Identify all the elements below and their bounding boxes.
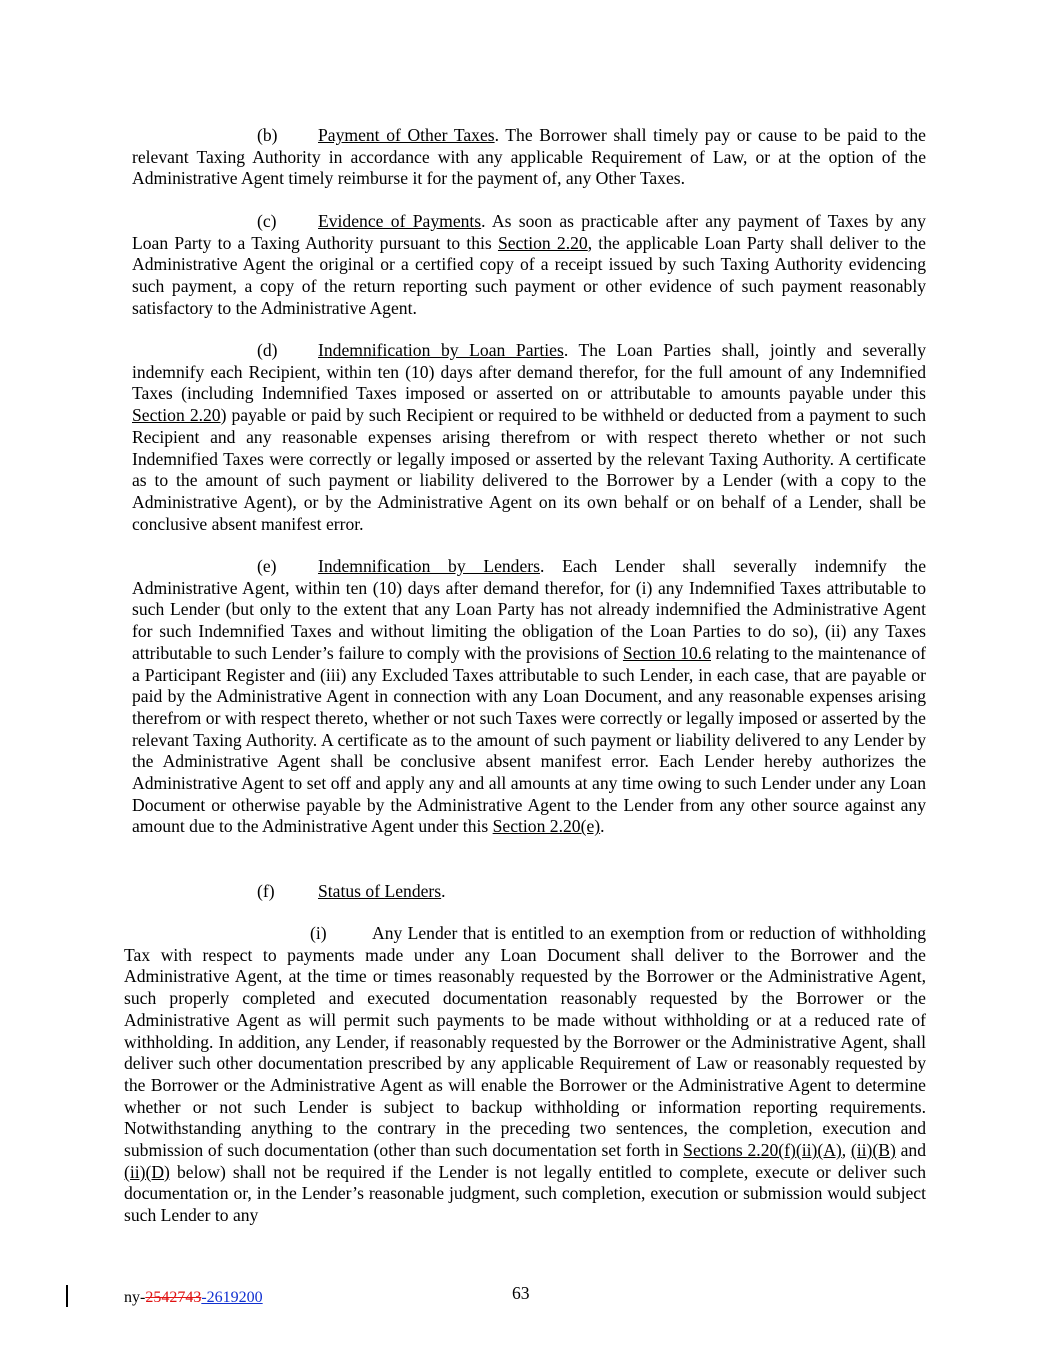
paragraph-c-heading: Evidence of Payments [318, 211, 482, 231]
paragraph-d [132, 340, 926, 535]
paragraph-b-text: . The Borrower shall timely pay or cause to be paid to the relevant Taxing Authority in accordance with any applicable Requirement of Law, or at the option of the Administrative Agent timely reimburse it for the payment of, any Other Taxes. [132, 125, 926, 189]
paragraph-f-i-text-4: below) shall not be required if the Lender is not legally entitled to complete, execute or deliver such documentation or, in the Lender’s reasonable judgment, such completion, execution or submission would subject such Lender to any [124, 1161, 926, 1226]
change-bar [66, 1285, 68, 1307]
section-ref-link[interactable]: Section 10.6 [622, 642, 711, 663]
paragraph-f-i [124, 923, 926, 1227]
page-number: 63 [512, 1283, 530, 1303]
paragraph-c-text-2: , the applicable Loan Party shall deliver to the Administrative Agent the original or a certified copy of a receipt issued by such Taxing Authority evidencing such payment, a copy of the return reporting such payment or other evidence of such payment reasonably satisfactory to the Administrative Agent. [132, 232, 926, 318]
paragraph-b [132, 125, 926, 190]
paragraph-c [132, 211, 926, 320]
paragraph-c-text-1: . As soon as practicable after any payment of Taxes by any Loan Party to a Taxing Authority pursuant to this [132, 211, 926, 253]
section-ref-link[interactable]: Sections 2.20(f)(ii)(A) [683, 1140, 842, 1161]
document-id [124, 1287, 263, 1309]
section-ref-link[interactable]: Section 2.20 [497, 232, 588, 253]
paragraph-c-label: (c) [257, 211, 277, 231]
paragraph-f-i-text-3: and [895, 1140, 927, 1161]
paragraph-b-label: (b) [257, 125, 278, 145]
paragraph-d-text-1: . The Loan Parties shall, jointly and severally indemnify each Recipient, within ten (10) days after demand therefor, for the full amount of any Indemnified Taxes (including Indemnified Taxes imposed or asserted on or attributable to amounts payable under this [132, 340, 926, 404]
paragraph-f [132, 881, 446, 903]
paragraph-e-text-1: . Each Lender shall severally indemnify the Administrative Agent, within ten (10) days after demand therefor, for (i) any Indemnified Taxes attributable to such Lender (but only to the extent that any Loan Party has not already indemnified the Administrative Agent for such Indemnified Taxes and without limiting the obligation of the Loan Parties to do so), (ii) any Taxes attributable to such Lender’s failure to comply with the provisions of [132, 556, 927, 663]
paragraph-f-heading: Status of Lenders [318, 881, 442, 901]
paragraph-f-i-text-2: , [841, 1140, 851, 1161]
paragraph-d-label: (d) [257, 340, 278, 360]
document-id-inserted: -2619200 [201, 1289, 263, 1306]
paragraph-d-heading: Indemnification by Loan Parties [318, 340, 564, 360]
section-ref-link[interactable]: (ii)(B) [850, 1140, 896, 1161]
paragraph-b-heading: Payment of Other Taxes [318, 125, 495, 145]
document-id-prefix: ny- [124, 1289, 146, 1306]
paragraph-e [132, 556, 926, 838]
paragraph-f-text: . [441, 881, 446, 901]
paragraph-e-label: (e) [257, 556, 277, 576]
paragraph-e-text-3: . [600, 816, 605, 837]
paragraph-f-i-text-1: Any Lender that is entitled to an exemption from or reduction of withholding Tax with respect to payments made under any Loan Document shall deliver to the Borrower and the Administrative Agent, at the time or times reasonably requested by the Borrower or the Administrative Agent, such properly completed and executed documentation reasonably requested by the Borrower or the Administrative Agent as will permit such payments to be made without withholding or at a reduced rate of withholding. In addition, any Lender, if reasonably requested by the Borrower or the Administrative Agent, shall deliver such other documentation prescribed by any applicable Requirement of Law or reasonably requested by the Borrower or the Administrative Agent as will enable the Borrower or the Administrative Agent to determine whether or not such Lender is subject to backup withholding or information reporting requirements. Notwithstanding anything to the contrary in the preceding two sentences, the completion, execution and submission of such documentation (other than such documentation set forth in [124, 923, 926, 1161]
paragraph-d-text-2: ) payable or paid by such Recipient or required to be withheld or deducted from a payment to such Recipient and any reasonable expenses arising therefrom or with respect thereto whether or not such Indemnified Taxes were correctly or legally imposed or asserted by the relevant Taxing Authority. A certificate as to the amount of such payment or liability delivered to the Borrower by a Lender (with a copy to the Administrative Agent), or by the Administrative Agent on its own behalf or on behalf of a Lender, shall be conclusive absent manifest error. [132, 405, 926, 534]
paragraph-f-i-label: (i) [310, 923, 327, 943]
paragraph-f-label: (f) [257, 881, 275, 901]
section-ref-link[interactable]: Section 2.20 [132, 405, 221, 426]
document-id-deleted: 2542743 [145, 1289, 202, 1306]
section-ref-link[interactable]: (ii)(D) [124, 1161, 170, 1182]
section-ref-link[interactable]: Section 2.20(e) [492, 816, 601, 837]
paragraph-e-heading: Indemnification by Lenders [318, 556, 540, 576]
paragraph-e-text-2: relating to the maintenance of a Participant Register and (iii) any Excluded Taxes attributable to such Lender, in each case, that are payable or paid by the Administrative Agent in connection with any Loan Document, and any reasonable expenses arising therefrom or with respect thereto, whether or not such Taxes were correctly or legally imposed or asserted by the relevant Taxing Authority. A certificate as to the amount of such payment or liability delivered to any Lender by the Administrative Agent shall be conclusive absent manifest error. Each Lender hereby authorizes the Administrative Agent to set off and apply any and all amounts at any time owing to such Lender under any Loan Document or otherwise payable by the Administrative Agent to the Lender from any other source against any amount due to the Administrative Agent under this [132, 642, 926, 837]
